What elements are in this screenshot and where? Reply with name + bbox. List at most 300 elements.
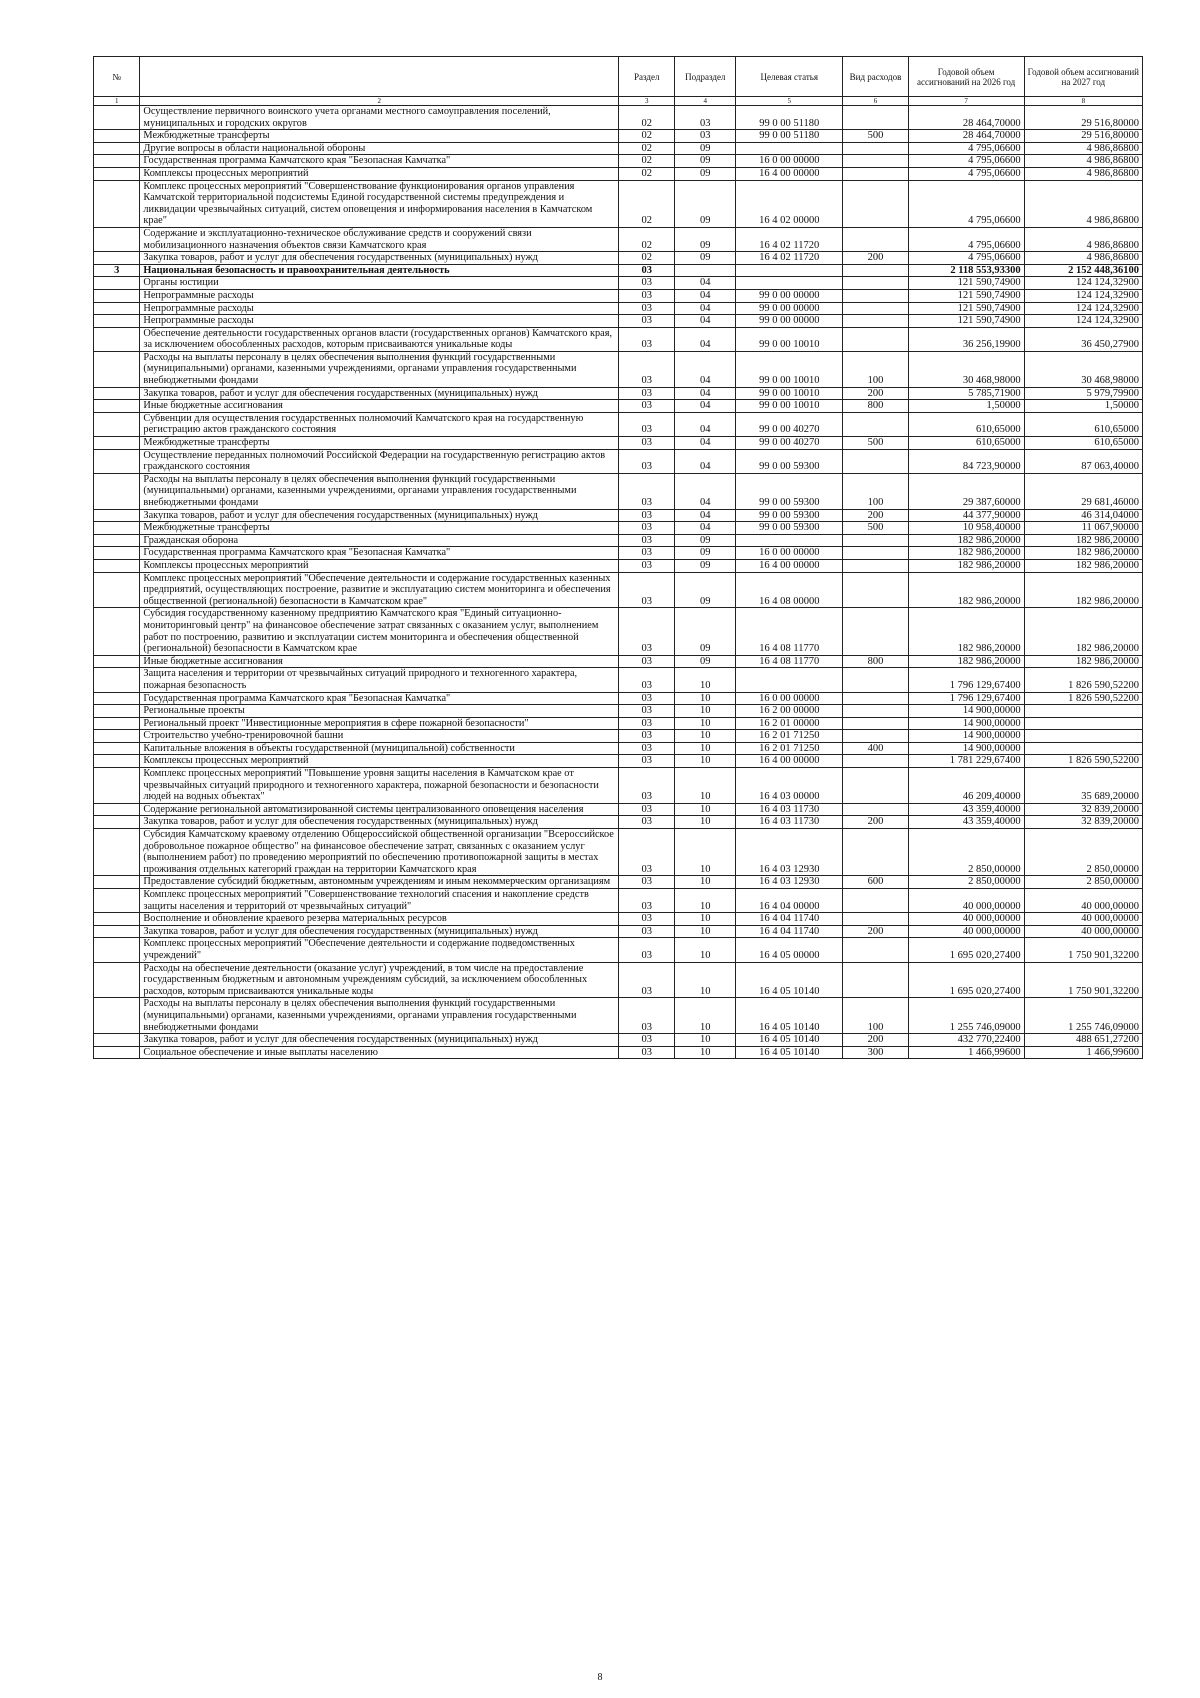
section-code: 03 [619,1034,675,1047]
section-code: 02 [619,180,675,227]
item-name: Восполнение и обновление краевого резерва материальных ресурсов [140,913,619,926]
amount-2027: 4 986,86800 [1024,167,1142,180]
amount-2026: 1 796 129,67400 [908,668,1024,692]
item-name: Защита населения и территории от чрезвычайных ситуаций природного и техногенного характера, пожарная безопасность [140,668,619,692]
subsection-code: 04 [675,351,736,387]
subsection-code: 10 [675,1046,736,1059]
header-year-2026: Годовой объем ассигнований на 2026 год [908,57,1024,97]
subsection-code: 10 [675,913,736,926]
section-code: 02 [619,142,675,155]
subsection-code: 09 [675,547,736,560]
row-number [94,315,140,328]
target-code: 16 4 00 00000 [736,559,843,572]
subsection-code: 09 [675,180,736,227]
target-code: 16 4 05 10140 [736,1034,843,1047]
row-number [94,692,140,705]
header-subsection: Подраздел [675,57,736,97]
section-code: 03 [619,608,675,655]
subsection-code: 10 [675,829,736,876]
expense-type-code [843,913,908,926]
amount-2026: 1 796 129,67400 [908,692,1024,705]
table-row [94,351,1143,387]
subsection-code: 10 [675,730,736,743]
row-number [94,106,140,130]
item-name: Социальное обеспечение и иные выплаты населению [140,1046,619,1059]
amount-2027: 40 000,00000 [1024,889,1142,913]
target-code: 16 4 03 00000 [736,768,843,804]
amount-2026: 43 359,40000 [908,816,1024,829]
header-target: Целевая статья [736,57,843,97]
amount-2026: 84 723,90000 [908,449,1024,473]
subsection-code: 10 [675,1034,736,1047]
amount-2026: 1 466,99600 [908,1046,1024,1059]
target-code: 99 0 00 00000 [736,302,843,315]
subsection-code: 10 [675,816,736,829]
expense-type-code [843,938,908,962]
target-code: 99 0 00 10010 [736,387,843,400]
expense-type-code: 300 [843,1046,908,1059]
target-code: 16 0 00 00000 [736,692,843,705]
target-code: 16 2 01 71250 [736,730,843,743]
expense-type-code: 200 [843,387,908,400]
column-number: 4 [675,97,736,106]
expense-type-code [843,264,908,277]
item-name: Межбюджетные трансферты [140,522,619,535]
table-row [94,559,1143,572]
amount-2027: 4 986,86800 [1024,227,1142,251]
section-code: 03 [619,547,675,560]
table-row [94,730,1143,743]
amount-2027: 35 689,20000 [1024,768,1142,804]
table-header-row [94,57,1143,97]
amount-2027: 1 826 590,52200 [1024,755,1142,768]
item-name: Комплекс процессных мероприятий "Обеспечение деятельности и содержание государственных казенных предприятий, осуществляющих построение, развитие и эксплуатацию систем мониторинга и обеспечения общественной (региональной) безопасности в Камчатском крае" [140,572,619,608]
subsection-code: 09 [675,572,736,608]
expense-type-code [843,547,908,560]
expense-type-code [843,315,908,328]
table-row [94,1034,1143,1047]
subsection-code: 04 [675,509,736,522]
amount-2027 [1024,742,1142,755]
amount-2026: 182 986,20000 [908,572,1024,608]
amount-2026: 1 695 020,27400 [908,962,1024,998]
row-number [94,717,140,730]
subsection-code: 03 [675,130,736,143]
item-name: Комплекс процессных мероприятий "Обеспечение деятельности и содержание подведомственных учреждений" [140,938,619,962]
expense-type-code [843,534,908,547]
target-code: 16 2 01 00000 [736,717,843,730]
table-row [94,106,1143,130]
row-number [94,534,140,547]
target-code: 99 0 00 59300 [736,449,843,473]
section-code: 03 [619,449,675,473]
target-code: 16 0 00 00000 [736,547,843,560]
section-code: 03 [619,264,675,277]
table-row [94,449,1143,473]
expense-type-code [843,768,908,804]
amount-2027: 1 750 901,32200 [1024,962,1142,998]
header-section: Раздел [619,57,675,97]
item-name: Гражданская оборона [140,534,619,547]
amount-2026: 182 986,20000 [908,655,1024,668]
amount-2027: 4 986,86800 [1024,155,1142,168]
target-code: 16 4 05 10140 [736,998,843,1034]
table-row [94,289,1143,302]
row-number [94,302,140,315]
section-code: 03 [619,351,675,387]
amount-2026: 5 785,71900 [908,387,1024,400]
amount-2026: 610,65000 [908,412,1024,436]
table-row [94,889,1143,913]
item-name: Закупка товаров, работ и услуг для обеспечения государственных (муниципальных) нужд [140,925,619,938]
subsection-code: 10 [675,998,736,1034]
section-code: 03 [619,289,675,302]
row-number [94,742,140,755]
item-name: Комплекс процессных мероприятий "Совершенствование технологий спасения и накопление средств защиты населения и территорий от чрезвычайных ситуаций" [140,889,619,913]
section-code: 03 [619,437,675,450]
row-number [94,668,140,692]
amount-2027: 182 986,20000 [1024,559,1142,572]
subsection-code: 10 [675,938,736,962]
expense-type-code: 200 [843,816,908,829]
amount-2026: 40 000,00000 [908,889,1024,913]
expense-type-code [843,608,908,655]
section-code: 03 [619,559,675,572]
item-name: Национальная безопасность и правоохранительная деятельность [140,264,619,277]
subsection-code: 04 [675,412,736,436]
expense-type-code [843,829,908,876]
subsection-code: 10 [675,668,736,692]
item-name: Закупка товаров, работ и услуг для обеспечения государственных (муниципальных) нужд [140,816,619,829]
amount-2027: 1 750 901,32200 [1024,938,1142,962]
amount-2026: 1 255 746,09000 [908,998,1024,1034]
target-code: 16 4 00 00000 [736,167,843,180]
table-row [94,803,1143,816]
row-number [94,559,140,572]
amount-2027: 488 651,27200 [1024,1034,1142,1047]
expense-type-code [843,755,908,768]
amount-2026: 4 795,06600 [908,227,1024,251]
row-number [94,327,140,351]
amount-2026: 121 590,74900 [908,289,1024,302]
subsection-code: 04 [675,449,736,473]
expense-type-code [843,668,908,692]
row-number [94,289,140,302]
table-row [94,327,1143,351]
expense-type-code [843,889,908,913]
column-number: 2 [140,97,619,106]
row-number [94,925,140,938]
subsection-code: 04 [675,315,736,328]
amount-2026: 46 209,40000 [908,768,1024,804]
item-name: Комплекс процессных мероприятий "Совершенствование функционирования органов управления Камчатской территориальной подсистемы Единой государственной системы предупреждения и ликвидации чрезвычайных ситуаций, систем оповещения и информирования населения в Камчатском крае" [140,180,619,227]
target-code: 16 4 08 11770 [736,655,843,668]
table-body [94,106,1143,1059]
column-number: 5 [736,97,843,106]
row-number [94,473,140,509]
amount-2026: 44 377,90000 [908,509,1024,522]
table-row [94,572,1143,608]
table-row [94,829,1143,876]
row-number [94,998,140,1034]
amount-2027: 4 986,86800 [1024,142,1142,155]
target-code: 99 0 00 40270 [736,412,843,436]
target-code: 99 0 00 10010 [736,327,843,351]
section-code: 03 [619,315,675,328]
row-number [94,962,140,998]
header-year-2027: Годовой объем ассигнований на 2027 год [1024,57,1142,97]
item-name: Межбюджетные трансферты [140,437,619,450]
section-code: 02 [619,167,675,180]
amount-2027: 2 152 448,36100 [1024,264,1142,277]
amount-2027: 32 839,20000 [1024,816,1142,829]
row-number [94,803,140,816]
table-row [94,227,1143,251]
subsection-code: 04 [675,327,736,351]
item-name: Иные бюджетные ассигнования [140,655,619,668]
table-row [94,742,1143,755]
target-code: 16 4 04 00000 [736,889,843,913]
amount-2026: 432 770,22400 [908,1034,1024,1047]
amount-2027: 182 986,20000 [1024,608,1142,655]
subsection-code: 04 [675,522,736,535]
item-name: Субсидия Камчатскому краевому отделению Общероссийской общественной организации "Всероссийское добровольное пожарное общество" на финансовое обеспечение затрат, связанных с оказанием услуг (выполнением работ) по проведению мероприятий по обеспечению противопожарной защиты в местах проживания отдельных категорий граждан на территории Камчатского края [140,829,619,876]
table-row [94,302,1143,315]
section-code: 03 [619,473,675,509]
subsection-code: 10 [675,876,736,889]
row-number [94,705,140,718]
subsection-code: 10 [675,803,736,816]
row-number [94,252,140,265]
table-row [94,668,1143,692]
amount-2027: 46 314,04000 [1024,509,1142,522]
expense-type-code [843,803,908,816]
subsection-code: 09 [675,167,736,180]
target-code: 16 4 04 11740 [736,913,843,926]
target-code: 16 4 05 10140 [736,1046,843,1059]
section-code: 03 [619,387,675,400]
table-row [94,534,1143,547]
amount-2027: 124 124,32900 [1024,289,1142,302]
expense-type-code: 500 [843,437,908,450]
target-code: 16 2 00 00000 [736,705,843,718]
expense-type-code [843,167,908,180]
subsection-code: 09 [675,534,736,547]
row-number [94,142,140,155]
amount-2026: 43 359,40000 [908,803,1024,816]
table-row [94,277,1143,290]
subsection-code: 09 [675,227,736,251]
section-code: 03 [619,768,675,804]
section-code: 03 [619,277,675,290]
expense-type-code: 100 [843,351,908,387]
table-row [94,522,1143,535]
row-number [94,412,140,436]
row-number [94,400,140,413]
row-number [94,829,140,876]
amount-2027: 1 826 590,52200 [1024,692,1142,705]
amount-2026: 14 900,00000 [908,730,1024,743]
table-row [94,998,1143,1034]
subsection-code: 09 [675,252,736,265]
table-row [94,938,1143,962]
section-code: 03 [619,742,675,755]
section-code: 03 [619,717,675,730]
section-code: 03 [619,913,675,926]
table-row [94,400,1143,413]
expense-type-code [843,412,908,436]
expense-type-code [843,227,908,251]
amount-2027: 5 979,79900 [1024,387,1142,400]
target-code: 16 4 00 00000 [736,755,843,768]
amount-2026: 182 986,20000 [908,559,1024,572]
subsection-code: 04 [675,473,736,509]
item-name: Комплексы процессных мероприятий [140,755,619,768]
subsection-code: 10 [675,692,736,705]
amount-2027: 4 986,86800 [1024,252,1142,265]
expense-type-code: 800 [843,400,908,413]
item-name: Непрограммные расходы [140,289,619,302]
row-number [94,913,140,926]
expense-type-code: 200 [843,252,908,265]
target-code: 16 4 02 11720 [736,252,843,265]
item-name: Государственная программа Камчатского края "Безопасная Камчатка" [140,692,619,705]
amount-2026: 182 986,20000 [908,547,1024,560]
item-name: Закупка товаров, работ и услуг для обеспечения государственных (муниципальных) нужд [140,1034,619,1047]
amount-2026: 4 795,06600 [908,180,1024,227]
section-code: 03 [619,755,675,768]
table-row [94,608,1143,655]
section-code: 03 [619,730,675,743]
target-code: 16 4 03 12930 [736,876,843,889]
expense-type-code: 600 [843,876,908,889]
column-number: 3 [619,97,675,106]
row-number [94,387,140,400]
amount-2026: 2 850,00000 [908,876,1024,889]
amount-2027: 610,65000 [1024,437,1142,450]
target-code: 16 4 02 00000 [736,180,843,227]
expense-type-code: 400 [843,742,908,755]
amount-2026: 121 590,74900 [908,302,1024,315]
target-code [736,534,843,547]
amount-2026: 1 781 229,67400 [908,755,1024,768]
amount-2027: 36 450,27900 [1024,327,1142,351]
expense-type-code [843,449,908,473]
expense-type-code: 100 [843,998,908,1034]
target-code: 99 0 00 51180 [736,130,843,143]
subsection-code: 10 [675,962,736,998]
target-code: 16 4 04 11740 [736,925,843,938]
row-number [94,522,140,535]
amount-2027: 40 000,00000 [1024,913,1142,926]
target-code: 99 0 00 51180 [736,106,843,130]
item-name: Органы юстиции [140,277,619,290]
item-name: Субсидия государственному казенному предприятию Камчатского края "Единый ситуационно-мониторинговый центр" на финансовое обеспечение затрат связанных с оказанием услуг, выполнением работ по построению, развитию и эксплуатации систем мониторинга и обеспечения общественной (региональной) безопасности в Камчатском крае [140,608,619,655]
amount-2027: 610,65000 [1024,412,1142,436]
subsection-code: 10 [675,717,736,730]
section-code: 03 [619,522,675,535]
row-number [94,1046,140,1059]
section-code: 03 [619,534,675,547]
subsection-code [675,264,736,277]
table-row [94,655,1143,668]
item-name: Расходы на выплаты персоналу в целях обеспечения выполнения функций государственными (муниципальными) органами, казенными учреждениями, органами управления государственными внебюджетными фондами [140,998,619,1034]
row-number [94,889,140,913]
row-number: 3 [94,264,140,277]
expense-type-code [843,705,908,718]
amount-2026: 40 000,00000 [908,925,1024,938]
expense-type-code [843,962,908,998]
target-code: 16 4 02 11720 [736,227,843,251]
item-name: Комплексы процессных мероприятий [140,167,619,180]
row-number [94,655,140,668]
budget-table [93,56,1143,1059]
section-code: 03 [619,803,675,816]
target-code: 16 4 03 12930 [736,829,843,876]
expense-type-code: 500 [843,130,908,143]
amount-2026: 14 900,00000 [908,705,1024,718]
subsection-code: 09 [675,655,736,668]
item-name: Государственная программа Камчатского края "Безопасная Камчатка" [140,155,619,168]
amount-2027: 1 466,99600 [1024,1046,1142,1059]
table-row [94,692,1143,705]
expense-type-code: 200 [843,1034,908,1047]
section-code: 03 [619,668,675,692]
subsection-code: 04 [675,437,736,450]
amount-2027 [1024,730,1142,743]
row-number [94,227,140,251]
subsection-code: 10 [675,755,736,768]
header-expense-type: Вид расходов [843,57,908,97]
row-number [94,449,140,473]
amount-2027: 182 986,20000 [1024,534,1142,547]
target-code: 16 2 01 71250 [736,742,843,755]
item-name: Капитальные вложения в объекты государственной (муниципальной) собственности [140,742,619,755]
subsection-code: 10 [675,705,736,718]
amount-2026: 28 464,70000 [908,106,1024,130]
table-row [94,473,1143,509]
row-number [94,167,140,180]
amount-2026: 182 986,20000 [908,608,1024,655]
item-name: Расходы на выплаты персоналу в целях обеспечения выполнения функций государственными (муниципальными) органами, казенными учреждениями, органами управления государственными внебюджетными фондами [140,351,619,387]
section-code: 03 [619,938,675,962]
amount-2026: 4 795,06600 [908,142,1024,155]
table-row [94,264,1143,277]
expense-type-code [843,717,908,730]
section-code: 03 [619,998,675,1034]
target-code: 99 0 00 40270 [736,437,843,450]
expense-type-code [843,106,908,130]
amount-2027: 11 067,90000 [1024,522,1142,535]
amount-2027: 124 124,32900 [1024,302,1142,315]
section-code: 02 [619,155,675,168]
subsection-code: 09 [675,155,736,168]
expense-type-code: 200 [843,925,908,938]
section-code: 03 [619,829,675,876]
expense-type-code: 100 [843,473,908,509]
section-code: 02 [619,227,675,251]
section-code: 03 [619,889,675,913]
amount-2027 [1024,705,1142,718]
target-code: 99 0 00 59300 [736,473,843,509]
item-name: Иные бюджетные ассигнования [140,400,619,413]
row-number [94,509,140,522]
item-name: Строительство учебно-тренировочной башни [140,730,619,743]
amount-2027: 1 255 746,09000 [1024,998,1142,1034]
target-code: 99 0 00 10010 [736,351,843,387]
amount-2026: 2 118 553,93300 [908,264,1024,277]
item-name: Осуществление первичного воинского учета органами местного самоуправления поселений, муниципальных и городских округов [140,106,619,130]
